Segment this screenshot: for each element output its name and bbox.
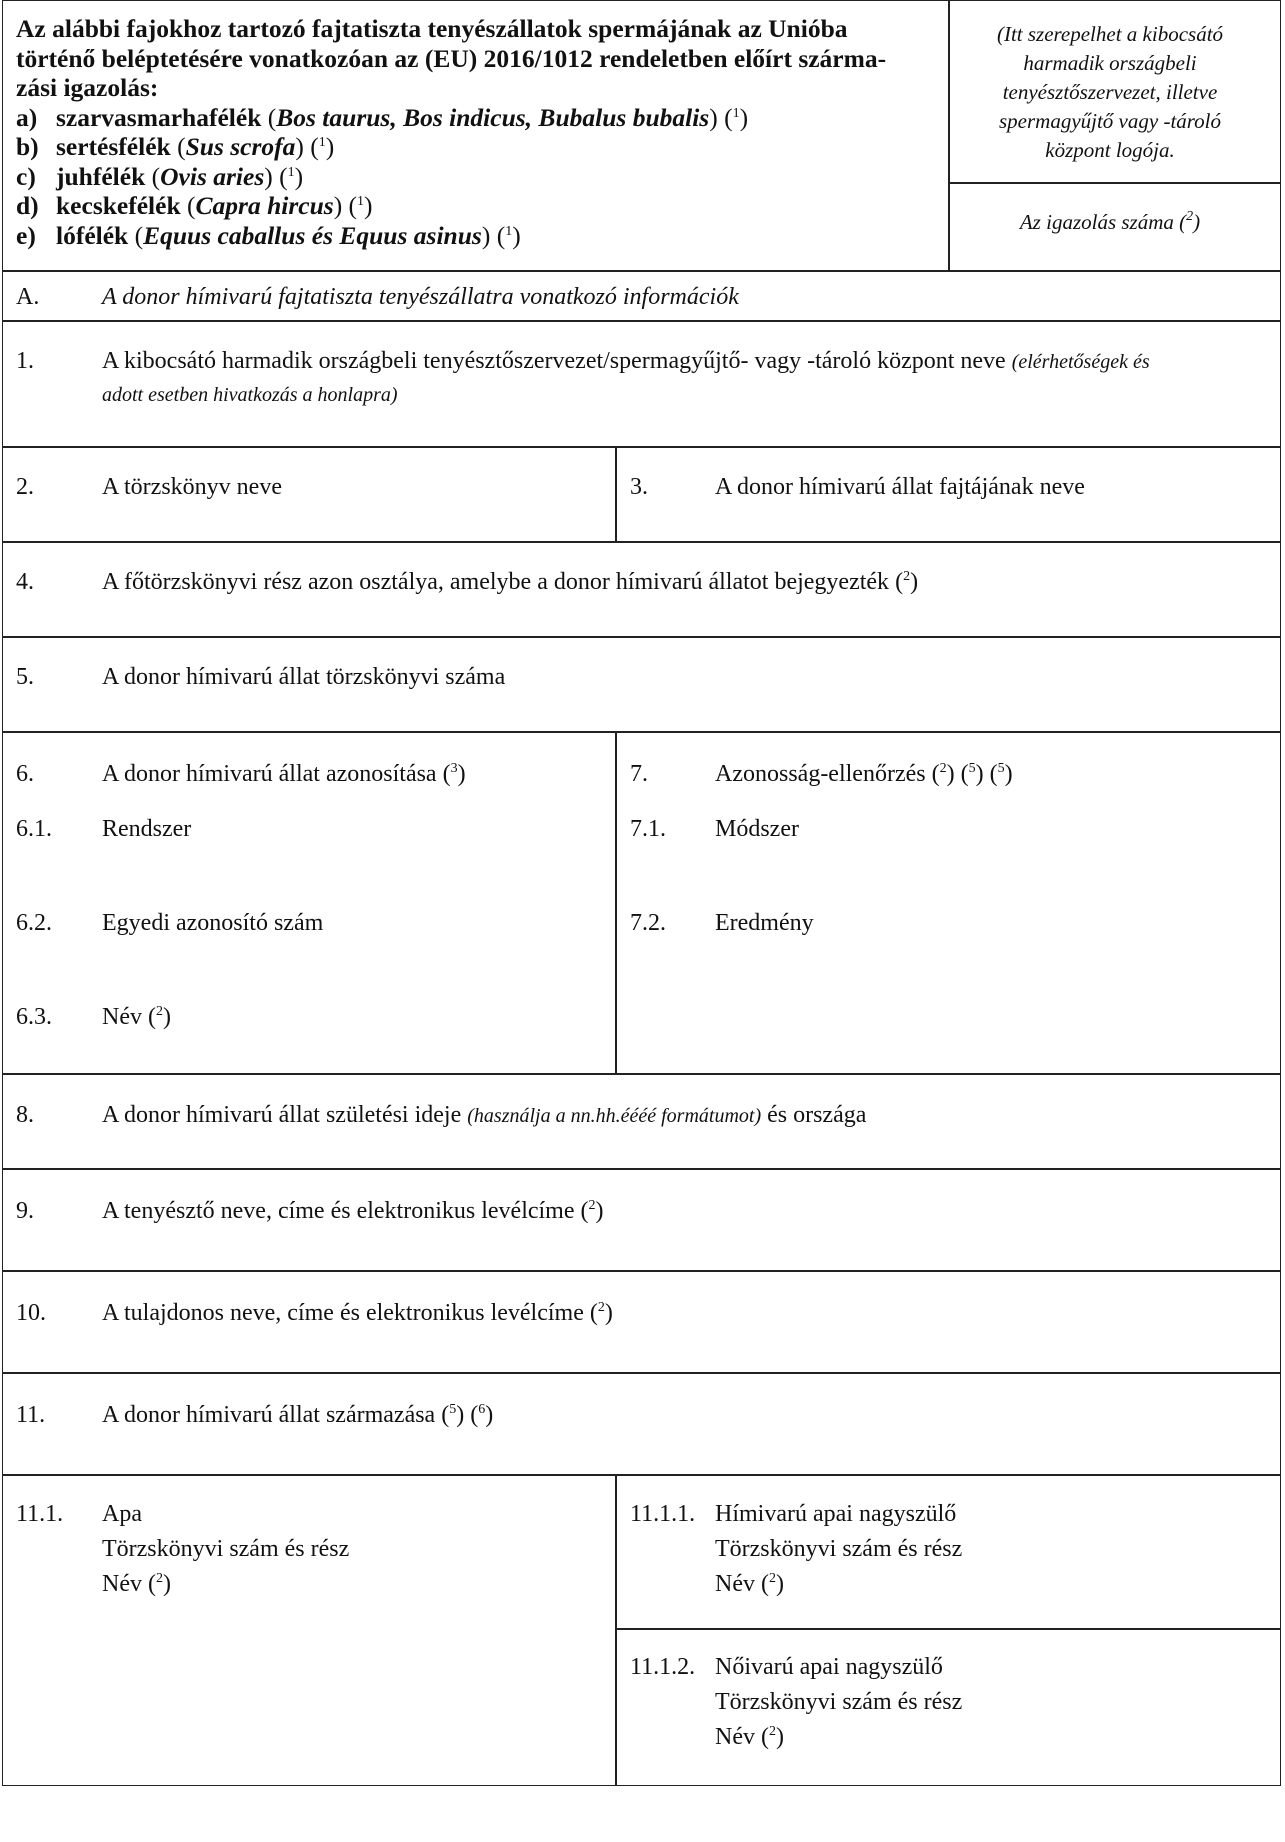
field-11-1-1-label: Hímivarú apai nagyszülő xyxy=(715,1501,957,1527)
certificate-form xyxy=(2,0,1281,1786)
certificate-title xyxy=(16,14,942,250)
field-7-2-label: Eredmény xyxy=(715,910,814,936)
field-11-1-label: Apa xyxy=(102,1501,142,1527)
species-item-sheep: c) juhfélék (Ovis aries) ($^1$) xyxy=(16,161,304,191)
field-3-label: A donor hímivarú állat fajtájának neve xyxy=(715,474,1085,500)
field-7-2-number: 7.2. xyxy=(630,910,666,936)
field-7-1-number: 7.1. xyxy=(630,816,666,842)
certificate-number-label: Az igazolás száma ($^2$) xyxy=(1019,209,1201,234)
field-6-label: A donor hímivarú állat azonosítása ($^3$) xyxy=(102,761,466,787)
field-11-1-2-registry: Törzskönyvi szám és rész xyxy=(715,1689,963,1715)
field-11-1-2-name: Név ($^2$) xyxy=(715,1724,784,1750)
logo-placeholder-text: (Itt szerepelhet a kibocsátó harmadik országbeli tenyésztőszervezet, illetve spermagyűjtő vagy -tároló központ logója. xyxy=(996,22,1224,162)
field-11-1-1-registry: Törzskönyvi szám és rész xyxy=(715,1536,963,1562)
field-7-number: 7. xyxy=(630,761,648,787)
field-4-number: 4. xyxy=(16,569,34,595)
field-9-number: 9. xyxy=(16,1198,34,1224)
field-2-number: 2. xyxy=(16,474,34,500)
field-11-1-number: 11.1. xyxy=(16,1501,64,1527)
field-1-label: A kibocsátó harmadik országbeli tenyésztőszervezet/spermagyűjtő- vagy -tároló központ neve (elérhetőségek és xyxy=(102,348,1150,374)
field-8-label: A donor hímivarú állat születési ideje (használja a nn.hh.éééé formátumot) és országa xyxy=(102,1102,867,1128)
field-8-number: 8. xyxy=(16,1102,34,1128)
species-item-equine: e) lófélék (Equus caballus és Equus asinus) ($^1$) xyxy=(16,220,521,250)
field-6-1-label: Rendszer xyxy=(102,816,192,842)
field-2-label: A törzskönyv neve xyxy=(102,474,282,500)
title-line: zási igazolás: xyxy=(16,73,159,102)
field-10-label: A tulajdonos neve, címe és elektronikus levélcíme ($^2$) xyxy=(102,1300,613,1326)
field-6-3-label: Név ($^2$) xyxy=(102,1004,171,1030)
field-6-number: 6. xyxy=(16,761,34,787)
field-11-1-box[interactable] xyxy=(2,1474,617,1786)
field-11-1-2-label: Nőivarú apai nagyszülő xyxy=(715,1654,943,1680)
field-11-1-1-name: Név ($^2$) xyxy=(715,1571,784,1597)
field-1-number: 1. xyxy=(16,348,34,374)
field-7-1-label: Módszer xyxy=(715,816,799,842)
field-2-box[interactable] xyxy=(2,446,617,543)
field-9-label: A tenyésztő neve, címe és elektronikus levélcíme ($^2$) xyxy=(102,1198,604,1224)
field-11-1-1-number: 11.1.1. xyxy=(630,1501,696,1527)
field-11-1-registry: Törzskönyvi szám és rész xyxy=(102,1536,350,1562)
field-11-number: 11. xyxy=(16,1402,46,1428)
field-3-number: 3. xyxy=(630,474,648,500)
field-6-1-number: 6.1. xyxy=(16,816,52,842)
title-line: Az alábbi fajokhoz tartozó fajtatiszta tenyészállatok spermájának az Unióba xyxy=(16,14,848,43)
field-6-3-number: 6.3. xyxy=(16,1004,52,1030)
field-11-1-2-number: 11.1.2. xyxy=(630,1654,696,1680)
species-item-cattle: a) szarvasmarhafélék (Bos taurus, Bos indicus, Bubalus bubalis) ($^1$) xyxy=(16,102,749,132)
field-6-2-number: 6.2. xyxy=(16,910,52,936)
section-a-number: A. xyxy=(16,284,40,310)
field-11-label: A donor hímivarú állat származása ($^5$) ($^6$) xyxy=(102,1402,494,1428)
field-7-label: Azonosság-ellenőrzés ($^2$) ($^5$) ($^5$) xyxy=(715,761,1013,787)
section-a-heading: A donor hímivarú fajtatiszta tenyészállatra vonatkozó információk xyxy=(102,284,739,310)
field-11-1-name: Név ($^2$) xyxy=(102,1571,171,1597)
field-6-2-label: Egyedi azonosító szám xyxy=(102,910,324,936)
field-5-number: 5. xyxy=(16,664,34,690)
field-10-number: 10. xyxy=(16,1300,46,1326)
species-item-goat: d) kecskefélék (Capra hircus) ($^1$) xyxy=(16,191,373,220)
field-5-label: A donor hímivarú állat törzskönyvi száma xyxy=(102,664,506,690)
field-4-label: A főtörzskönyvi rész azon osztálya, amelybe a donor hímivarú állatot bejegyezték ($^2$) xyxy=(102,569,919,595)
title-line: történő beléptetésére vonatkozóan az (EU) 2016/1012 rendeletben előírt szárma- xyxy=(16,43,887,73)
field-1-note: adott esetben hivatkozás a honlapra) xyxy=(102,384,398,406)
species-item-swine: b) sertésfélék (Sus scrofa) ($^1$) xyxy=(16,132,335,161)
